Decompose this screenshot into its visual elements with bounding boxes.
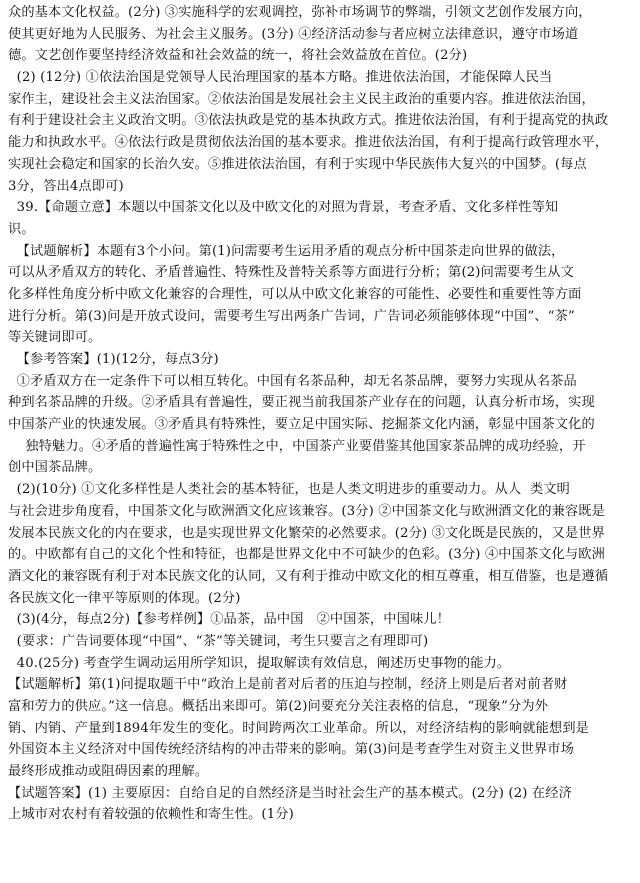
- text-line: 创中国茶品牌。: [8, 460, 102, 476]
- analysis-heading: 【试题解析】第(1)问提取题干中“政治上是前者对后者的压迫与控制，经济上则是后者对前者财: [8, 677, 568, 693]
- text-line: 种到名茶品牌的升级。②矛盾具有普遍性，要正视当前我国茶产业存在的问题，认真分析市场，实现: [8, 395, 595, 411]
- text-line: 家作主，建设社会主义法治国家。②依法治国是发展社会主义民主政治的重要内容。推进依法治国，: [8, 91, 595, 107]
- text-line: 销、内销、产量到1894年发生的变化。时间跨两次工业革命。所以，对经济结构的影响就能想到是: [8, 720, 589, 736]
- text-line: (要求：广告词要体现“中国”、“茶”等关键词，考生只要言之有理即可): [8, 633, 429, 649]
- text-line: 酒文化的兼容既有利于对本民族文化的认同，又有利于推动中欧文化的相互尊重，相互借鉴，也是遵循: [8, 568, 609, 584]
- reference-answer-heading: 【参考答案】(1)(12分，每点3分): [8, 352, 219, 367]
- question-39-heading: 39.【命题立意】本题以中国茶文化以及中欧文化的对照为背景，考查矛盾、文化多样性等知: [8, 200, 559, 216]
- text-line: 化多样性角度分析中欧文化兼容的合理性，可以从中欧文化兼容的可能性、必要性和重要性等方面: [8, 286, 582, 302]
- text-line: (3)(4分，每点2分)【参考样例】①品茶，品中国 ②中国茶，中国味儿！: [8, 612, 450, 628]
- text-line: 富和劳力的供应。”这一信息。概括出来即可。第(2)问要充分关注表格的信息，“现象”分为外: [8, 699, 549, 714]
- text-line: 各民族文化一律平等原则的体现。(2分): [8, 590, 241, 606]
- text-line: 3分，答出4点即可): [8, 178, 124, 194]
- text-line: 众的基本文化权益。(2分) ③实施科学的宏观调控，弥补市场调节的弊端，引领文艺创作发展方向，: [8, 5, 592, 20]
- text-line: 独特魅力。④矛盾的普遍性寓于特殊性之中，中国茶产业要借鉴其他国家茶品牌的成功经验，开: [8, 438, 586, 454]
- text-line: 发展本民族文化的内在要求，也是实现世界文化繁荣的必然要求。(2分) ③文化既是民族的，又是世界: [8, 525, 605, 541]
- question-40-heading: 40.(25分) 考查学生调动运用所学知识，提取解读有效信息，阐述历史事物的能力。: [8, 655, 511, 671]
- text-line: 识。: [8, 221, 35, 237]
- text-line: 可以从矛盾双方的转化、矛盾普遍性、特殊性及普特关系等方面进行分析；第(2)问需要考生从文: [8, 265, 574, 281]
- text-line: 实现社会稳定和国家的长治久安。⑤推进依法治国，有利于实现中华民族伟大复兴的中国梦。(每点: [8, 156, 587, 172]
- analysis-heading: 【试题解析】本题有3个小问。第(1)问需要考生运用矛盾的观点分析中国茶走向世界的做法，: [8, 243, 565, 259]
- text-line: ①矛盾双方在一定条件下可以相互转化。中国有名茶品种，却无名茶品牌，要努力实现从名茶品: [8, 373, 577, 389]
- text-line: 最终形成推动或阻碍因素的理解。: [8, 764, 209, 780]
- text-line: 上城市对农村有着较强的依赖性和寄生性。(1分): [8, 807, 294, 823]
- text-line: 德。文艺创作要坚持经济效益和社会效益的统一，将社会效益放在首位。(2分): [8, 48, 468, 64]
- text-line: (2)(10分) ①文化多样性是人类社会的基本特征，也是人类文明进步的重要动力。从人 类文明: [8, 482, 570, 498]
- text-line: 等关键词即可。: [8, 330, 102, 346]
- text-line: 中国茶产业的快速发展。③矛盾具有特殊性，要立足中国实际、挖掘茶文化内涵，彰显中国茶文化的: [8, 417, 595, 433]
- text-line: (2) (12分) ①依法治国是党领导人民治理国家的基本方略。推进依法治国，才能保障人民当: [8, 70, 553, 86]
- text-line: 外国资本主义经济对中国传统经济结构的冲击带来的影响。第(3)问是考查学生对资主义世界市场: [8, 742, 574, 758]
- text-line: 与社会进步角度看，中国茶文化与欧洲酒文化应该兼容。(3分) ②中国茶文化与欧洲酒文化的兼容既是: [8, 503, 605, 519]
- text-line: 的。中欧都有自己的文化个性和特征，也都是世界文化中不可缺少的色彩。(3分) ④中国茶文化与欧洲: [8, 547, 605, 563]
- text-line: 能力和执政水平。④依法行政是贯彻依法治国的基本要求。推进依法治国，有利于提高行政管理水平，: [8, 135, 609, 151]
- text-line: 使其更好地为人民服务、为社会主义服务。(3分) ④经济活动参与者应树立法律意识，遵守市场道: [8, 26, 579, 42]
- text-line: 进行分析。第(3)问是开放式设问，需要考生写出两条广告词，广告词必须能够体现“中国”、“茶”: [8, 308, 575, 324]
- answer-heading: 【试题答案】(1) 主要原因：自给自足的自然经济是当时社会生产的基本模式。(2分) (2) 在经济: [8, 785, 572, 801]
- text-line: 有利于建设社会主义政治文明。③依法执政是党的基本执政方式。推进依法治国，有利于提高党的执政: [8, 113, 609, 129]
